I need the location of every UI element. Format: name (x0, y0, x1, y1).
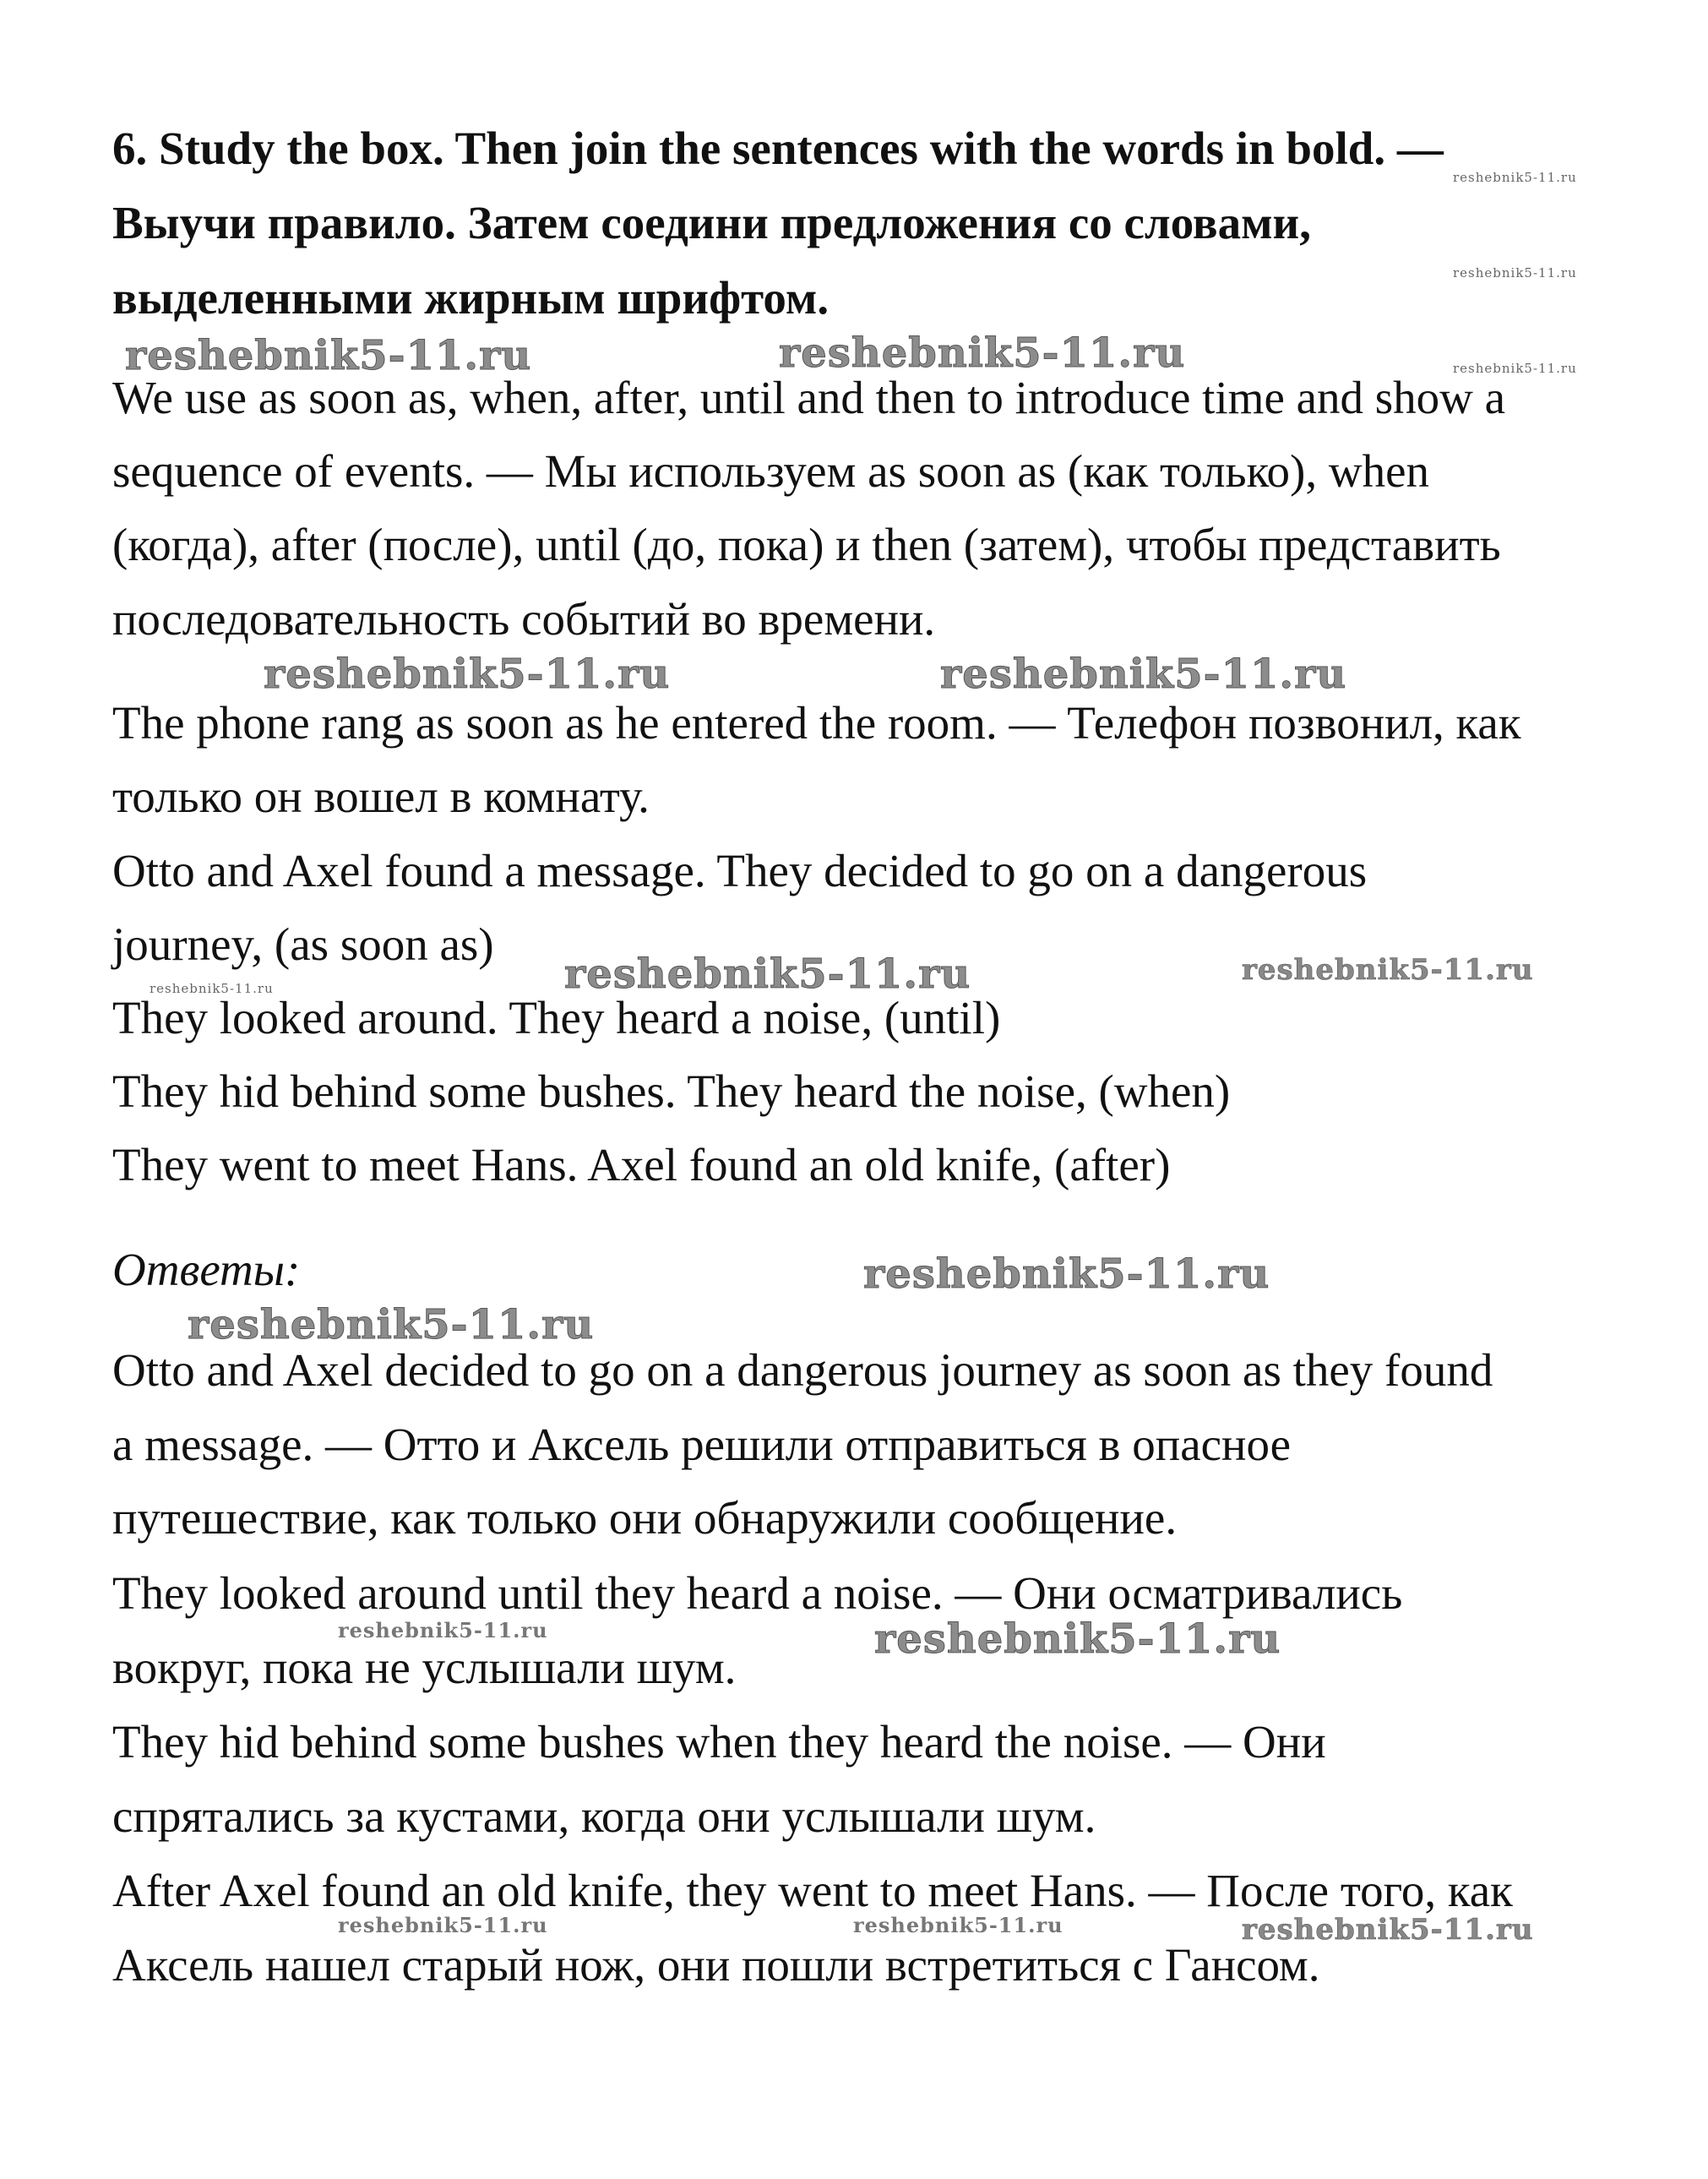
watermark: reshebnik5-11.ru (338, 1618, 548, 1642)
watermark: reshebnik5-11.ru (188, 1301, 595, 1348)
watermark: reshebnik5-11.ru (1242, 953, 1534, 987)
answer-line-3: путешествие, как только они обнаружили сообщение. (112, 1492, 1178, 1544)
exercise-line-2: journey, (as soon as) (112, 918, 494, 970)
watermark: reshebnik5-11.ru (564, 951, 971, 998)
watermark: reshebnik5-11.ru (1453, 170, 1577, 185)
answer-line-7: спрятались за кустами, когда они услышали шум. (112, 1790, 1096, 1842)
exercise-line-3: They looked around. They heard a noise, (until) (112, 992, 1001, 1043)
rule-line-3: (когда), after (после), until (до, пока) и then (затем), чтобы представить (112, 519, 1501, 570)
answer-line-1: Otto and Axel decided to go on a dangerous journey as soon as they found (112, 1344, 1493, 1396)
exercise-line-5: They went to meet Hans. Axel found an old knife, (after) (112, 1139, 1171, 1190)
example-line-2: только он вошел в комнату. (112, 771, 650, 822)
rule-line-4: последовательность событий во времени. (112, 593, 936, 645)
watermark: reshebnik5-11.ru (264, 651, 671, 698)
rule-line-1: We use as soon as, when, after, until and then to introduce time and show a (112, 372, 1506, 423)
answer-line-5: вокруг, пока не услышали шум. (112, 1642, 737, 1693)
task-heading-line-3: выделенными жирным шрифтом. (112, 272, 830, 324)
watermark: reshebnik5-11.ru (940, 651, 1347, 698)
watermark: reshebnik5-11.ru (874, 1615, 1281, 1663)
answer-line-4: They looked around until they heard a noise. — Они осматривались (112, 1567, 1403, 1619)
answer-line-8: After Axel found an old knife, they went to meet Hans. — После того, как (112, 1865, 1513, 1916)
watermark: reshebnik5-11.ru (1453, 265, 1577, 281)
watermark: reshebnik5-11.ru (338, 1913, 548, 1937)
watermark: reshebnik5-11.ru (150, 981, 274, 996)
answers-label: Ответы: (112, 1244, 301, 1295)
exercise-line-1: Otto and Axel found a message. They decided to go on a dangerous (112, 845, 1368, 896)
watermark: reshebnik5-11.ru (1453, 361, 1577, 376)
task-heading-line-2: Выучи правило. Затем соедини предложения со словами, (112, 197, 1311, 248)
watermark: reshebnik5-11.ru (863, 1250, 1270, 1298)
watermark: reshebnik5-11.ru (1242, 1913, 1534, 1947)
watermark: reshebnik5-11.ru (125, 332, 532, 379)
watermark: reshebnik5-11.ru (853, 1913, 1063, 1937)
answer-line-2: a message. — Отто и Аксель решили отправиться в опасное (112, 1419, 1292, 1470)
rule-line-2: sequence of events. — Мы используем as soon as (как только), when (112, 445, 1429, 497)
example-line-1: The phone rang as soon as he entered the room. — Телефон позвонил, как (112, 697, 1521, 749)
exercise-line-4: They hid behind some bushes. They heard the noise, (when) (112, 1065, 1231, 1117)
answer-line-6: They hid behind some bushes when they heard the noise. — Они (112, 1716, 1326, 1768)
answer-line-9: Аксель нашел старый нож, они пошли встретиться с Гансом. (112, 1939, 1320, 1991)
task-heading-line-1: 6. Study the box. Then join the sentences with the words in bold. — (112, 123, 1444, 174)
watermark: reshebnik5-11.ru (779, 330, 1186, 377)
